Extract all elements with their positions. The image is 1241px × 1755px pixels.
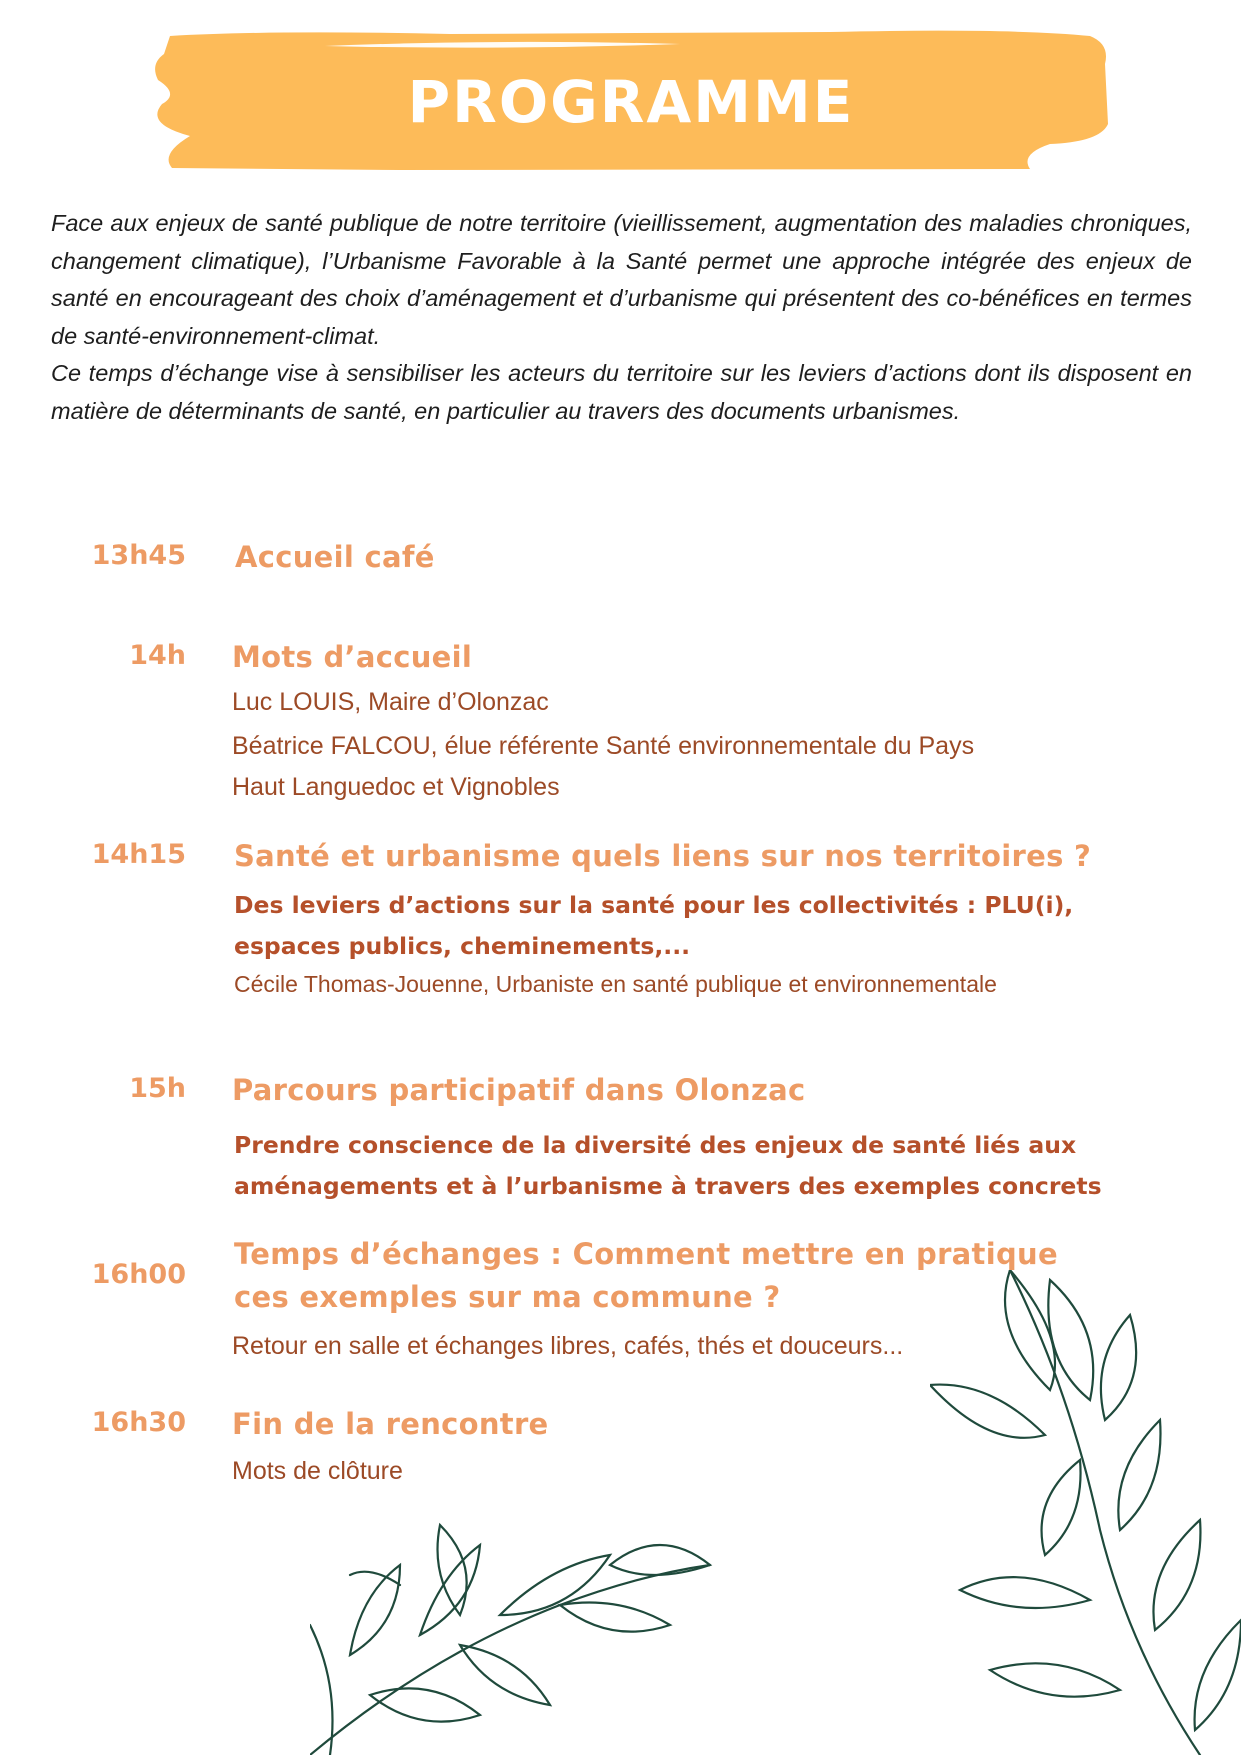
schedule-time: 16h30 xyxy=(91,1407,186,1438)
schedule-detail: Retour en salle et échanges libres, cafés, thés et douceurs... xyxy=(232,1332,904,1360)
schedule-title: Santé et urbanisme quels liens sur nos territoires ? xyxy=(234,839,1092,873)
schedule-time: 15h xyxy=(129,1073,186,1104)
schedule-subtitle: Des leviers d’actions sur la santé pour les collectivités : PLU(i), xyxy=(234,891,1074,919)
schedule-title: Fin de la rencontre xyxy=(232,1407,549,1441)
schedule-subtitle: espaces publics, cheminements,... xyxy=(234,932,691,960)
schedule-title: Temps d’échanges : Comment mettre en pratique xyxy=(234,1237,1058,1271)
intro-paragraph-2: Ce temps d’échange vise à sensibiliser les acteurs du territoire sur les leviers d’actions dont ils disposent en matière de déterminants de santé, en particulier au travers des documents urbanismes. xyxy=(51,360,1192,424)
schedule-time: 16h00 xyxy=(91,1259,186,1290)
schedule-title: Parcours participatif dans Olonzac xyxy=(232,1073,806,1107)
schedule-subtitle: Prendre conscience de la diversité des enjeux de santé liés aux xyxy=(234,1131,1077,1159)
schedule-subtitle: aménagements et à l’urbanisme à travers des exemples concrets xyxy=(234,1172,1102,1200)
title-banner xyxy=(150,24,1112,170)
leaf-branch-icon xyxy=(930,1270,1241,1755)
leaf-branch-icon xyxy=(310,1505,730,1755)
intro-paragraph-1: Face aux enjeux de santé publique de notre territoire (vieillissement, augmentation des maladies chroniques, changement climatique), l’Urbanisme Favorable à la Santé permet une approche intégrée des enjeux de santé en encourageant des choix d’aménagement et d’urbanisme qui présentent des co-bénéfices en termes de santé-environnement-climat. xyxy=(51,210,1192,349)
schedule-detail: Haut Languedoc et Vignobles xyxy=(232,773,560,801)
schedule-detail: Béatrice FALCOU, élue référente Santé environnementale du Pays xyxy=(232,732,975,760)
schedule-time: 13h45 xyxy=(91,540,186,571)
page-title: PROGRAMME xyxy=(407,68,855,136)
schedule-speaker: Cécile Thomas-Jouenne, Urbaniste en santé publique et environnementale xyxy=(234,971,997,997)
schedule-time: 14h xyxy=(129,640,186,671)
schedule-detail: Luc LOUIS, Maire d’Olonzac xyxy=(232,688,549,716)
schedule-title: ces exemples sur ma commune ? xyxy=(234,1280,781,1314)
schedule-title: Accueil café xyxy=(235,540,435,574)
schedule-time: 14h15 xyxy=(91,839,186,870)
schedule-title: Mots d’accueil xyxy=(232,640,473,674)
intro-text xyxy=(51,205,1192,430)
schedule-detail: Mots de clôture xyxy=(232,1457,403,1485)
